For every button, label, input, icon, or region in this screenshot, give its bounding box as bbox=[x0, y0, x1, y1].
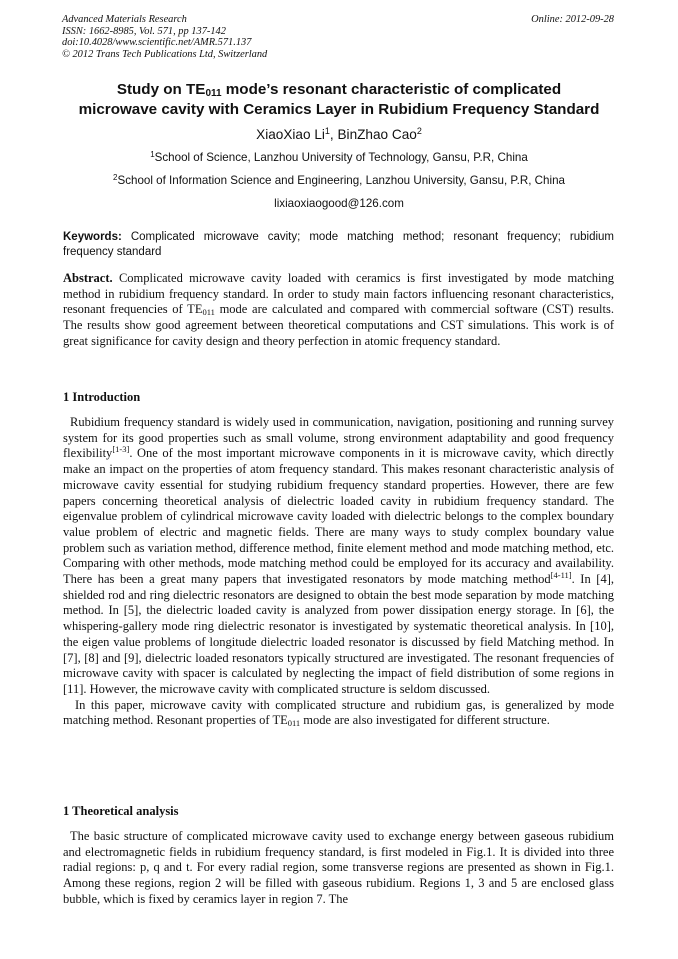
paragraph-text: mode are also investigated for different structure. bbox=[300, 713, 550, 728]
keywords-text: Complicated microwave cavity; mode matching method; resonant frequency; rubidium frequency standard bbox=[63, 231, 614, 258]
keywords-label: Keywords: bbox=[63, 231, 122, 243]
title-text: Study on TE bbox=[116, 81, 206, 98]
abstract-subscript: 011 bbox=[202, 307, 215, 318]
keywords bbox=[63, 230, 614, 260]
paragraph: The basic structure of complicated microwave cavity used to exchange energy between gaseous rubidium and electromagnetic fields in rubidium frequency standard, is first modeled in Fig.1. It is divided into three radial regions: p, q and t. For every radial region, some transverse regions are presented as shown in Fig.1. Among these regions, region 2 will be filled with gaseous rubidium. Regions 1, 3 and 5 are enclosed glass bubble, which is fixed by ceramics layer in region 7. The bbox=[63, 829, 614, 906]
affiliation-text: School of Science, Lanzhou University of Technology, Gansu, P.R, China bbox=[154, 151, 528, 164]
doi-line: doi:10.4028/www.scientific.net/AMR.571.137 bbox=[62, 37, 252, 49]
paragraph-text: Rubidium frequency standard is widely used in communication, navigation, positioning and running survey system for its good properties such as small volume, strong environment adaptability and good frequency flexibility bbox=[63, 415, 614, 461]
title-line-2: microwave cavity with Ceramics Layer in Rubidium Frequency Standard bbox=[78, 101, 600, 118]
abstract-label: Abstract. bbox=[63, 271, 113, 285]
journal-name: Advanced Materials Research bbox=[62, 14, 187, 25]
theoretical-analysis-body bbox=[63, 829, 614, 908]
author-separator: , bbox=[329, 127, 338, 142]
online-date: Online: 2012-09-28 bbox=[531, 14, 614, 25]
affiliation-text: School of Information Science and Engineering, Lanzhou University, Gansu, P.R, China bbox=[117, 174, 565, 187]
citation[interactable]: [1-3] bbox=[112, 444, 130, 455]
affiliation-mark: 2 bbox=[113, 173, 118, 182]
citation[interactable]: [4-11] bbox=[550, 570, 572, 581]
section-heading-introduction: 1 Introduction bbox=[63, 390, 141, 404]
journal-header bbox=[62, 14, 614, 60]
title-line-1 bbox=[40, 80, 638, 100]
title-text: mode’s resonant characteristic of complicated bbox=[221, 81, 562, 98]
paragraph-text: . One of the most important microwave components in it is microwave cavity, which directly make an impact on the properties of atom frequency standard. This makes resonant characteristic analysis of microwave cavity essential for studying rubidium frequency standard properties. However, there are few papers concerning theoretical analysis of dielectric loaded cavity in rubidium frequency standard. The eigenvalue problem of cylindrical microwave cavity loaded with dielectric belongs to the complex boundary value problem of electric and magnetic fields. There are many ways to study complex boundary value problem such as variation method, difference method, finite element method and mode matching method, etc. Comparing with other methods, mode matching method could be employed for its accuracy and availability. There has been a great many papers that investigated resonators by mode matching method bbox=[63, 446, 614, 587]
author-list bbox=[40, 126, 638, 144]
issn-line: ISSN: 1662-8985, Vol. 571, pp 137-142 bbox=[62, 25, 226, 37]
abstract-text: Complicated microwave cavity loaded with ceramics is first investigated by mode matching method in rubidium frequency standard. In order to study main factors influencing resonant characteristics, resonant frequencies of TE bbox=[63, 271, 614, 317]
abstract-text: mode are calculated and compared with commercial software (CST) results. The results show good agreement between theoretical computations and CST simulations. This work is of great significance for cavity design and theory perfection in atomic frequency standard. bbox=[63, 302, 614, 348]
abstract bbox=[63, 271, 614, 350]
section-heading-theoretical-analysis: 1 Theoretical analysis bbox=[63, 804, 179, 818]
paragraph bbox=[63, 698, 614, 729]
author-affiliation-mark: 1 bbox=[324, 126, 330, 136]
affiliation-1 bbox=[40, 150, 638, 165]
paper-title bbox=[40, 80, 638, 120]
author-name: BinZhao Cao bbox=[337, 127, 417, 142]
affiliation-mark: 1 bbox=[150, 150, 155, 159]
author-affiliation-mark: 2 bbox=[416, 126, 422, 136]
copyright-line: © 2012 Trans Tech Publications Ltd, Switzerland bbox=[62, 48, 268, 60]
author-name: XiaoXiao Li bbox=[256, 127, 325, 142]
affiliation-2 bbox=[40, 173, 638, 188]
paragraph bbox=[63, 415, 614, 698]
contact-email[interactable]: lixiaoxiaogood@126.com bbox=[274, 197, 404, 210]
paragraph-subscript: 011 bbox=[287, 718, 301, 729]
paragraph-text: In this paper, microwave cavity with complicated structure and rubidium gas, is generalized by mode matching method. Resonant properties of TE bbox=[63, 697, 614, 728]
paragraph-text: . In [4], shielded rod and ring dielectric resonators are designed to obtain the best mode separation by mode matching method. In [5], the dielectric loaded cavity is analyzed from power dissipation energy storage. In [6], the whispering-gallery mode ring dielectric resonator is investigated by systematic theoretical analysis. In [10], the eigen value problems of longitude dielectric loaded resonator is discussed by field Matching method. In [7], [8] and [9], dielectric loaded resonators typically structured are investigated. The resonant frequencies of microwave cavity with spacer is calculated by neglecting the impact of field distribution of some regions in [11]. However, the microwave cavity with complicated structure is seldom discussed. bbox=[63, 572, 614, 696]
introduction-body bbox=[63, 415, 614, 729]
title-subscript: 011 bbox=[205, 88, 222, 99]
